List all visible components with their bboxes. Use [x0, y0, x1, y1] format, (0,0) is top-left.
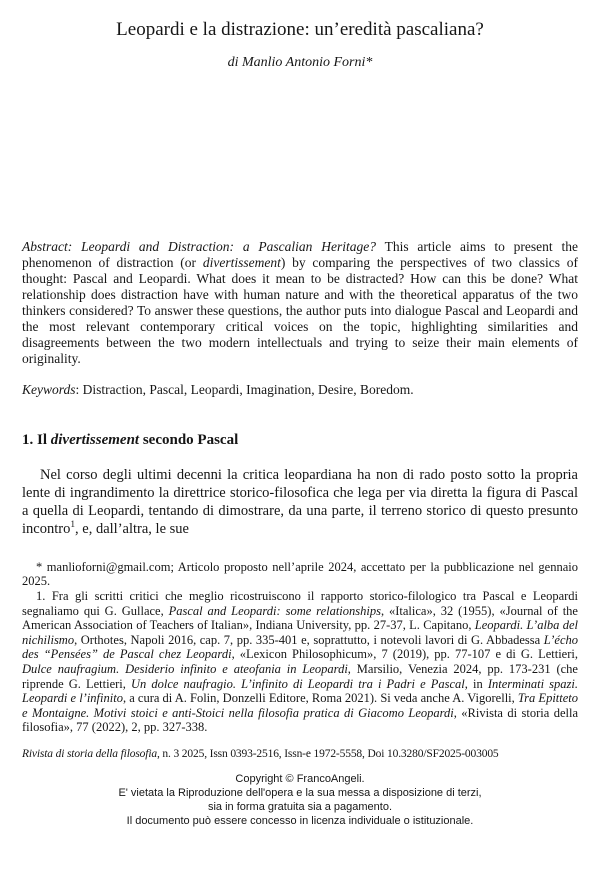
abstract-paragraph: Abstract: Leopardi and Distraction: a Pascalian Heritage? This article aims to present the phenomenon of distraction (or divertissement) by comparing the perspectives of two classics of thought: Pascal and Leopardi. What does it mean to be distracted? How can this be done? What relationship does distraction have with human nature and with the theoretical apparatus of the two thinkers considered? To answer these questions, the author puts into dialogue Pascal and Leopardi and the most relevant contemporary critical voices on the topic, highlighting similarities and disagreements between the two modern intellectuals and trying to seize their main elements of originality.	[22, 238, 578, 366]
author-byline: di Manlio Antonio Forni*	[227, 54, 373, 70]
copyright-footer	[22, 772, 578, 828]
copyright-line: Copyright © FrancoAngeli.	[235, 772, 365, 785]
footnote-star: * manlioforni@gmail.com; Articolo proposto nell’aprile 2024, accettato per la pubblicazione nel gennaio 2025.	[22, 559, 578, 589]
footer-line: sia in forma gratuita sia a pagamento.	[207, 800, 393, 813]
page-title: Leopardi e la distrazione: un’eredità pascaliana?	[116, 19, 484, 40]
footnote-1: 1. Fra gli scritti critici che meglio ricostruiscono il rapporto storico-filologico tra Pascal e Leopardi segnaliamo qui G. Gullace, Pascal and Leopardi: some relationships, «Italica», 32 (1955), «Journal of the American Association of Teachers of Italian», Indiana University, pp. 27-37, L. Capitano, Leopardi. L’alba del nichilismo, Orthotes, Napoli 2016, cap. 7, pp. 335-401 e, soprattutto, i notevoli lavori di G. Abbadessa L’écho des “Pensées” de Pascal chez Leopardi, «Lexicon Philosophicum», 7 (2019), pp. 77-107 e di G. Lettieri, Dulce naufragium. Desiderio infinito e ateofania in Leopardi, Marsilio, Venezia 2024, pp. 173-231 (che riprende G. Lettieri, Un dolce naufragio. L’infinito di Leopardi tra i Padri e Pascal, in Interminati spazi. Leopardi e l’infinito, a cura di A. Folin, Donzelli Editore, Roma 2021). Si veda anche A. Vigorelli, Tra Epitteto e Montaigne. Motivi stoici e anti-Stoici nella filosofia pratica di Giacomo Leopardi, «Rivista di storia della filosofia», 77 (2022), 2, pp. 327-338.	[22, 588, 579, 735]
footer-line: E' vietata la Riproduzione dell'opera e la sua messa a disposizione di terzi,	[118, 786, 482, 799]
footer-line: Il documento può essere concesso in licenza individuale o istituzionale.	[126, 814, 474, 827]
footnotes-block	[22, 560, 578, 735]
keywords-line: Keywords: Distraction, Pascal, Leopardi, Imagination, Desire, Boredom.	[22, 381, 414, 397]
journal-info-line: Rivista di storia della filosofia, n. 3 2025, Issn 0393-2516, Issn-e 1972-5558, Doi 10.3280/SF2025-003005	[22, 747, 499, 760]
body-paragraph: Nel corso degli ultimi decenni la critica leopardiana ha non di rado posto sotto la propria lente di ingrandimento la direttrice storico-filosofica che lega per via diretta la figura di Pascal a quella di Leopardi, tentando di dimostrare, da una parte, il terreno storico di questo presunto incontro$^1$, e, dall’altra, le sue	[22, 466, 578, 537]
section-heading: 1. Il divertissement secondo Pascal	[22, 431, 239, 448]
